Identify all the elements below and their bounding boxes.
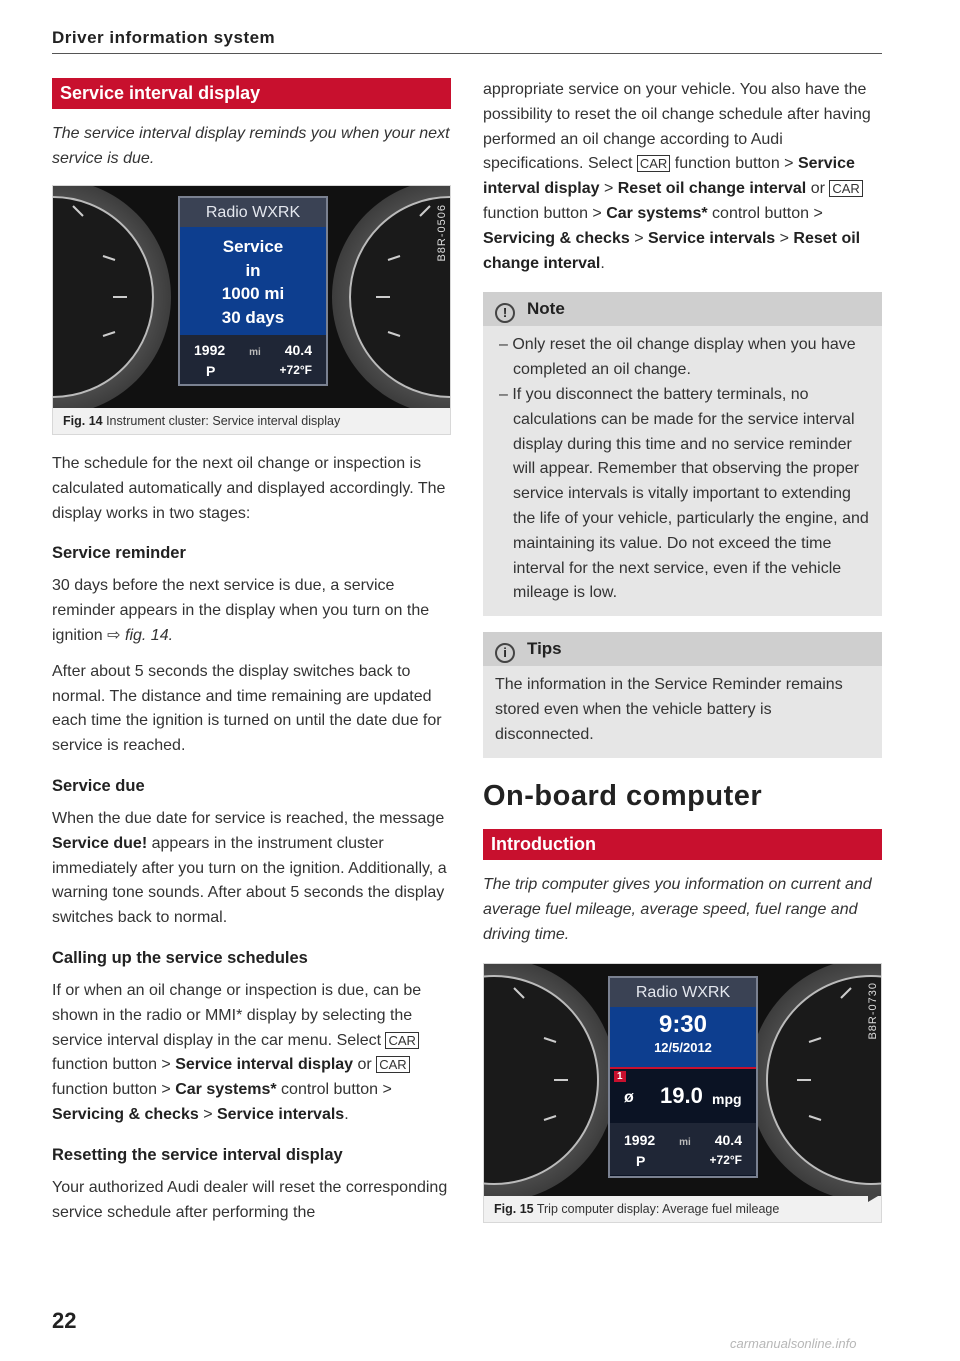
status-strip [610,1123,756,1175]
caption-text: Trip computer display: Average fuel mileage [536,1201,780,1216]
paragraph-reminder-2: After about 5 seconds the display switches back to normal. The distance and time remaining are updated each time the ignition is turned on until the date due for service is reached. [52,662,442,755]
cont-text-g: > [629,229,648,247]
gear-indicator: P [206,363,216,379]
paragraph-schedule: The schedule for the next oil change or inspection is calculated automatically and displayed accordingly. The display works in two stages: [52,455,446,522]
odometer: 1992 [624,1131,656,1148]
figure-14 [52,185,451,435]
service-line-4: 30 days [221,307,285,327]
car-button-label: CAR [385,1032,418,1049]
note-title: Note [527,299,565,319]
radio-station: Radio WXRK [180,198,326,227]
reminder-text: 30 days before the next service is due, a service reminder appears in the display when you turn on the ignition [52,577,430,644]
continue-arrow-icon [868,1190,878,1202]
trip-page-indicator: 1 [614,1071,626,1082]
subhead-resetting: Resetting the service interval display [52,1145,343,1164]
info-icon: i [495,643,515,663]
page-header [52,28,882,54]
left-column [52,78,451,1225]
cont-bold-5: Service intervals [647,229,776,247]
trip-computer-image [484,964,881,1196]
note-header [483,292,882,326]
tips-title: Tips [527,639,562,659]
figure-reference-link[interactable]: ⇨ fig. 14. [107,626,174,644]
introduction-intro: The trip computer gives you information on current and average fuel mileage, average speed, fuel range and driving time. [483,875,872,943]
outside-temp: +72°F [279,363,312,377]
trip-meter: 40.4 [714,1131,742,1148]
figure-caption [484,1196,881,1222]
average-fuel-value: 19.0 [660,1082,703,1108]
paragraph-due [52,807,451,931]
cont-bold-6: Reset oil change interval [483,229,861,272]
warning-icon: ! [495,303,515,323]
trip-meter: 40.4 [284,342,312,358]
section-intro: The service interval display reminds you when your next service is due. [52,125,450,167]
gear-indicator: P [636,1152,646,1169]
note-box [483,292,882,616]
cont-text-b: function button > [670,155,798,173]
average-symbol: ø [624,1088,634,1106]
paragraph-reminder [52,574,451,648]
calling-bold-1: Service interval display [175,1056,354,1074]
chapter-title: Driver information system [52,28,276,47]
calling-text-g: . [344,1105,349,1123]
note-body [483,326,882,616]
calling-bold-2: Car systems* [175,1081,277,1099]
cluster-display-screen [178,196,328,386]
cont-text-a: appropriate service on your vehicle. You also have the possibility to reset the oil change schedule after having performed an oil change according to Audi specifications. Select [483,81,871,173]
paragraph-reset-continued [483,78,882,276]
right-column [483,78,882,1223]
status-strip [180,335,326,384]
caption-text: Instrument cluster: Service interval display [106,414,341,428]
clock-time: 9:30 [658,1010,708,1038]
cont-text-h: > [775,229,794,247]
trip-display-screen [608,976,758,1178]
average-fuel-unit: mpg [712,1090,742,1107]
page-number: 22 [52,1308,77,1333]
tips-box [483,632,882,757]
note-item-text: If you disconnect the battery terminals, no calculations can be made for the service interval display during this time and no service reminder will appear. Remember that observing the proper service intervals is vitally important to extending the life of your vehicle, particularly the engine, and maintaining its value. Do not exceed the time interval for the next service, even if the vehicle mileage is low. [512,385,869,602]
paragraph-reset: Your authorized Audi dealer will reset the corresponding service schedule after performing the [52,1178,448,1221]
calling-text-e: control button > [276,1081,392,1099]
car-button-label: CAR [829,180,862,197]
calling-bold-4: Service intervals [216,1105,345,1123]
note-item: – Only reset the oil change display when you have completed an oil change. [499,336,856,379]
figure-code: B8R-0730 [867,981,879,1040]
figure-15 [483,963,882,1223]
section-title: Service interval display [52,78,451,109]
cont-text-f: control button > [707,204,823,222]
calling-text-d: function button > [52,1081,176,1099]
instrument-cluster-image [53,186,450,408]
clock-date: 12/5/2012 [654,1039,712,1055]
car-button-label: CAR [637,155,670,172]
calling-text-a: If or when an oil change or inspection is due, can be shown in the radio or MMI* display by selecting the service interval display in the car menu. Select [52,981,422,1049]
calling-bold-3: Servicing & checks [52,1105,199,1123]
service-message [180,227,326,335]
paragraph-calling [52,979,451,1128]
due-text-b: appears in the instrument cluster immediately after you turn on the ignition. Additionally, a warning tone sounds. After about 5 seconds the display switches back to normal. [52,834,447,927]
cont-bold-3: Car systems* [606,204,708,222]
clock-block [610,1007,756,1067]
calling-text-b: function button > [52,1056,176,1074]
watermark: carmanualsonline.info [730,1336,857,1351]
odometer: 1992 [194,342,226,358]
figure-code: B8R-0506 [436,204,448,262]
cont-text-d: or [806,180,830,198]
cont-bold-1: Service interval display [483,155,855,198]
cont-text-c: > [599,180,618,198]
avg-mileage-row [610,1067,756,1123]
subhead-calling-up: Calling up the service schedules [52,948,308,967]
tips-body: The information in the Service Reminder remains stored even when the vehicle battery is disconnected. [495,676,843,743]
section-title-introduction: Introduction [483,829,882,860]
cont-bold-2: Reset oil change interval [617,180,807,198]
odometer-unit: mi [679,1136,691,1148]
car-button-label: CAR [376,1056,409,1073]
cont-bold-4: Servicing & checks [483,229,630,247]
service-line-3: 1000 mi [221,284,285,303]
radio-station: Radio WXRK [610,978,756,1007]
chapter-heading: On-board computer [483,779,763,812]
outside-temp: +72°F [709,1152,742,1167]
calling-text-c: or [353,1056,377,1074]
figure-caption [53,408,450,434]
cont-text-i: . [600,254,605,272]
cont-text-e: function button > [483,204,607,222]
subhead-service-due: Service due [52,776,145,795]
calling-text-f: > [198,1105,217,1123]
caption-label: Fig. 14 [63,414,103,428]
caption-label: Fig. 15 [494,1201,534,1216]
note-item: – If you disconnect the battery terminals, no calculations can be made for the service interval display during this time and no service reminder will appear. Remember that observing the proper service intervals is vitally important to extending the life of your vehicle, particularly the engine, and maintaining its value. Do not exceed the time interval for the next service, even if the vehicle mileage is low. [499,385,869,602]
due-message: Service due! [52,834,148,852]
note-item-text: Only reset the oil change display when you have completed an oil change. [512,336,856,379]
due-text-a: When the due date for service is reached, the message [52,809,445,827]
odometer-unit: mi [249,347,261,358]
subhead-service-reminder: Service reminder [52,544,186,563]
tips-header [483,632,882,666]
service-line-1: Service [222,237,284,256]
service-line-2: in [245,260,261,280]
